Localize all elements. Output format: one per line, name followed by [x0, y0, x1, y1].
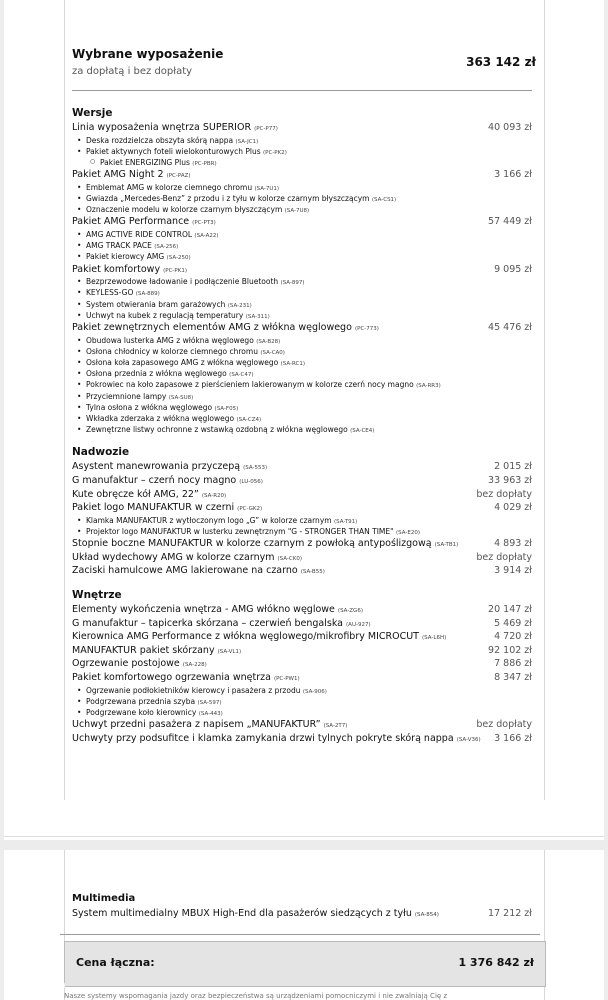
- equipment-item: [72, 502, 532, 515]
- grand-total-value: 1 376 842 zł: [458, 956, 534, 969]
- item-code: (SA-E20): [396, 530, 420, 536]
- item-name: AMG ACTIVE RIDE CONTROL: [86, 230, 193, 239]
- item-code: (SA-CK0): [277, 555, 302, 562]
- item-price: 4 029 zł: [494, 502, 532, 514]
- item-code: (SA-B55): [300, 569, 325, 576]
- item-name: Osłona przednia z włókna węglowego: [86, 369, 227, 379]
- item-name: Zewnętrzne listwy ochronne z wstawką ozdobną z włókna węglowego: [86, 425, 348, 435]
- right-margin-rule: [544, 0, 545, 800]
- item-price: 40 093 zł: [488, 122, 532, 133]
- item-code: (SA-SU8): [168, 394, 194, 401]
- item-name: Pakiet zewnętrznych elementów AMG z włókna węglowego: [72, 322, 352, 333]
- item-code: (SA-889): [135, 291, 160, 298]
- equipment-item: [72, 322, 532, 335]
- item-name: System otwierania bram garażowych: [86, 299, 226, 309]
- equipment-item: [72, 733, 532, 746]
- item-code: (SA-CS1): [371, 197, 397, 203]
- item-code: (PC-PW1): [273, 676, 300, 682]
- item-name: Gwiazda „Mercedes-Benz” z przodu i z tyłu w kolorze czarnym błyszczącym: [86, 194, 370, 203]
- item-name: Pakiet komfortowy: [72, 263, 161, 275]
- item-name: Pokrowiec na koło zapasowe z pierścieniem lakierowanym w kolorze czerń nocy magno: [86, 380, 414, 390]
- page-divider: [4, 836, 604, 837]
- item-code: (SA-7U1): [254, 185, 280, 192]
- equipment-item: [72, 216, 532, 229]
- item-price: 17 212 zł: [488, 908, 532, 919]
- equipment-item: [72, 461, 532, 474]
- grand-total-label: Cena łączna:: [76, 956, 155, 969]
- equipment-item: [72, 264, 532, 277]
- item-name: System multimedialny MBUX High-End dla pasażerów siedzących z tyłu: [72, 908, 412, 919]
- equipment-item: [72, 719, 532, 732]
- item-code: (SA-2T7): [323, 723, 348, 730]
- item-name: Ogrzewanie postojowe: [72, 658, 180, 670]
- left-margin-rule: [64, 0, 65, 800]
- item-price: 4 720 zł: [494, 631, 532, 643]
- equipment-item: [72, 169, 532, 182]
- section-title: Nadwozie: [72, 446, 130, 459]
- equipment-item: [72, 565, 532, 578]
- item-code: (SA-T91): [333, 518, 358, 525]
- item-name: Tylna osłona z włókna węglowego: [86, 402, 213, 412]
- item-code: (PC-PAZ): [166, 173, 191, 180]
- item-code: (SA-V36): [456, 736, 481, 743]
- equipment-item: [72, 631, 532, 644]
- equipment-item: [72, 122, 532, 135]
- footer-note: Nasze systemy wspomagania jazdy oraz bezpieczeństwa są urządzeniami pomocniczymi i nie zwalniają Cię z: [64, 992, 448, 1000]
- section-title: Wersje: [72, 107, 113, 119]
- item-code: (SA-VL1): [217, 648, 242, 655]
- section-heading: [72, 446, 532, 459]
- item-name: Deska rozdzielcza obszyta skórą nappa: [86, 135, 234, 145]
- item-code: (SA-553): [243, 465, 268, 472]
- equipment-item: [72, 672, 532, 685]
- item-code: (PC-PBR): [192, 161, 217, 167]
- item-name: Pakiet kierowcy AMG: [86, 252, 165, 262]
- item-code: (PC-P77): [254, 126, 278, 132]
- item-name: Osłona koła zapasowego AMG z włókna węglowego: [86, 358, 279, 367]
- equipment-item: [72, 645, 532, 658]
- item-name: Pakiet AMG Night 2: [72, 169, 164, 181]
- item-name: Obudowa lusterka AMG z włókna węglowego: [86, 335, 254, 345]
- item-code: (SA-A22): [194, 233, 219, 239]
- item-code: (SA-854): [414, 912, 439, 918]
- item-price: 4 893 zł: [494, 538, 532, 550]
- item-code: (PC-GK2): [237, 506, 263, 513]
- item-code: (LU-056): [239, 479, 263, 485]
- item-name: Projektor logo MANUFAKTUR w lusterku zewnętrznym "G - STRONGER THAN TIME": [86, 527, 394, 536]
- item-name: MANUFAKTUR pakiet skórzany: [72, 644, 215, 656]
- item-code: (SA-L6H): [422, 635, 447, 642]
- item-code: (SA-ZG6): [337, 608, 363, 614]
- item-price: 9 095 zł: [494, 263, 532, 275]
- item-name: Uchwyty przy podsufitce i klamka zamykania drzwi tylnych pokryte skórą nappa: [72, 732, 454, 744]
- item-name: G manufaktur – czerń nocy magno: [72, 475, 237, 486]
- item-name: Pakiet ENERGIZING Plus: [100, 158, 190, 167]
- item-price: bez dopłaty: [476, 488, 532, 500]
- watermark-logo: otomoto: [4, 978, 66, 993]
- section-heading: [72, 589, 532, 602]
- item-name: Pakiet komfortowego ogrzewania wnętrza: [72, 672, 271, 683]
- item-price: 3 914 zł: [494, 565, 532, 577]
- equipment-item: [72, 658, 532, 671]
- item-name: Oznaczenie modelu w kolorze czarnym błyszczącym: [86, 205, 283, 215]
- item-code: (SA-256): [154, 244, 179, 251]
- item-name: Pakiet aktywnych foteli wielokonturowych Plus: [86, 146, 261, 156]
- item-code: (AU-927): [346, 621, 371, 628]
- item-code: (SA-597): [197, 699, 222, 706]
- item-code: (SA-R20): [201, 492, 227, 499]
- item-code: (SA-228): [182, 662, 207, 669]
- item-price: bez dopłaty: [476, 719, 532, 731]
- equipment-subitem: [72, 425, 532, 438]
- multimedia-item: [72, 908, 532, 921]
- item-price: 92 102 zł: [488, 644, 532, 656]
- item-name: Pakiet AMG Performance: [72, 216, 190, 228]
- item-code: (PC-PT3): [192, 220, 216, 227]
- section-title: Wnętrze: [72, 589, 122, 601]
- item-name: Ogrzewanie podłokietników kierowcy i pasażera z przodu: [86, 685, 301, 695]
- item-price: 57 449 zł: [488, 216, 532, 228]
- item-name: G manufaktur – tapicerka skórzana – czerwień bengalska: [72, 617, 343, 629]
- equipment-item: [72, 538, 532, 551]
- item-code: (SA-7U8): [284, 208, 310, 215]
- item-name: Podgrzewane koło kierownicy: [86, 708, 197, 717]
- item-name: Podgrzewana przednia szyba: [86, 696, 196, 706]
- item-price: 20 147 zł: [488, 604, 532, 615]
- item-price: 3 166 zł: [494, 732, 532, 744]
- item-code: (SA-311): [245, 313, 270, 320]
- item-code: (SA-TB1): [434, 542, 459, 549]
- item-price: 8 347 zł: [494, 672, 532, 683]
- equipment-total: 363 142 zł: [466, 55, 536, 69]
- item-price: 5 469 zł: [494, 617, 532, 629]
- item-price: 33 963 zł: [488, 475, 532, 486]
- item-name: KEYLESS-GO: [86, 288, 134, 298]
- equipment-item: [72, 618, 532, 631]
- item-name: Kute obręcze kół AMG, 22”: [72, 488, 199, 500]
- item-code: (PC-PK1): [163, 267, 187, 274]
- item-name: Asystent manewrowania przyczepą: [72, 461, 241, 473]
- equipment-item: [72, 475, 532, 488]
- item-code: (SA-RR3): [416, 383, 441, 390]
- item-name: Układ wydechowy AMG w kolorze czarnym: [72, 551, 275, 563]
- item-name: Emblemat AMG w kolorze ciemnego chromu: [86, 182, 253, 192]
- item-code: (SA-CZ4): [236, 417, 262, 423]
- item-name: Linia wyposażenia wnętrza SUPERIOR: [72, 122, 252, 133]
- item-code: (SA-C47): [229, 372, 254, 379]
- item-name: Przyciemnione lampy: [86, 391, 167, 401]
- item-code: (SA-CE4): [350, 428, 375, 435]
- equipment-subheading: za dopłatą i bez dopłaty: [72, 66, 193, 77]
- item-name: Bezprzewodowe ładowanie i podłączenie Bluetooth: [86, 277, 279, 287]
- item-price: bez dopłaty: [476, 551, 532, 563]
- item-name: Stopnie boczne MANUFAKTUR w kolorze czarnym z powłoką antypoślizgową: [72, 538, 432, 550]
- item-name: Kierownica AMG Performance z włókna węglowego/mikrofibry MICROCUT: [72, 631, 419, 643]
- item-name: Uchwyt na kubek z regulacją temperatury: [86, 310, 244, 320]
- item-code: (SA-RC1): [280, 361, 306, 367]
- item-code: (SA-443): [198, 711, 223, 717]
- item-name: Pakiet logo MANUFAKTUR w czerni: [72, 502, 235, 514]
- item-code: (SA-231): [227, 302, 252, 309]
- item-code: (SA-906): [302, 688, 327, 695]
- equipment-item: [72, 552, 532, 565]
- item-code: (SA-897): [280, 280, 305, 287]
- item-name: Klamka MANUFAKTUR z wytłoczonym logo „G” w kolorze czarnym: [86, 515, 332, 525]
- item-price: 7 886 zł: [494, 658, 532, 670]
- multimedia-heading: Multimedia: [72, 893, 136, 904]
- item-name: Elementy wykończenia wnętrza - AMG włókno węglowe: [72, 604, 335, 615]
- equipment-item: [72, 604, 532, 617]
- item-name: Wkładka zderzaka z włókna węglowego: [86, 414, 235, 423]
- item-code: (PC-PK2): [263, 149, 287, 156]
- item-price: 3 166 zł: [494, 169, 532, 181]
- item-code: (SA-JC1): [235, 138, 259, 145]
- item-price: 45 476 zł: [488, 322, 532, 333]
- item-code: (SA-250): [166, 255, 191, 262]
- item-code: (SA-CA0): [260, 349, 285, 356]
- item-code: (SA-B28): [256, 338, 281, 345]
- equipment-heading: Wybrane wyposażenie: [72, 47, 224, 61]
- item-code: (PC-773): [354, 326, 379, 332]
- header-divider: [72, 90, 532, 91]
- equipment-item: [72, 489, 532, 502]
- item-name: Zaciski hamulcowe AMG lakierowane na czarno: [72, 565, 298, 577]
- section-heading: [72, 107, 532, 120]
- item-price: 2 015 zł: [494, 461, 532, 473]
- item-name: Uchwyt przedni pasażera z napisem „MANUFAKTUR”: [72, 719, 321, 731]
- item-code: (SA-F05): [214, 405, 239, 412]
- item-name: Osłona chłodnicy w kolorze ciemnego chromu: [86, 346, 258, 356]
- item-name: AMG TRACK PACE: [86, 241, 152, 251]
